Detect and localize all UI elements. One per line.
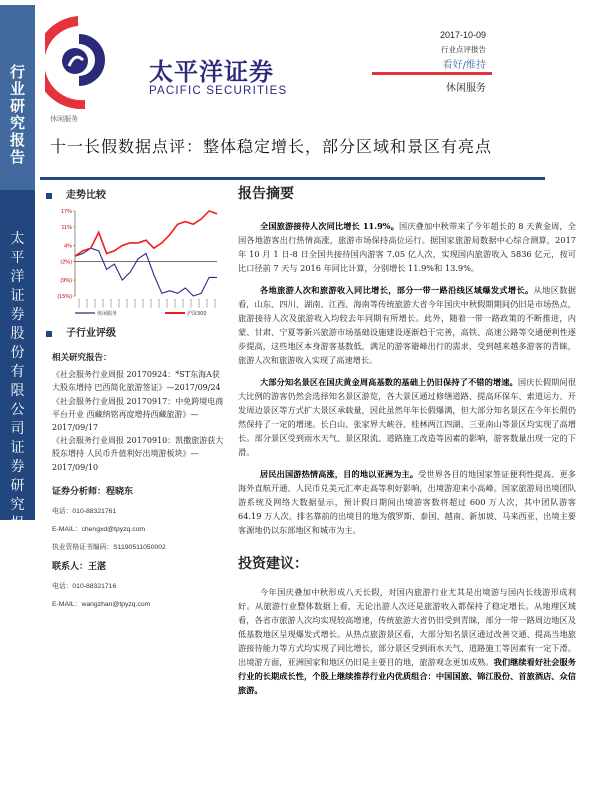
para-text: 从地区数据看，山东、四川、湖南、江西、海南等传统旅游大省今年国庆中秋假期期间仍旧是市场热点，旅游接待人次及旅游收入均较去年同期有所增长。此外，随着一带一路政策的不断推进，内蒙、甘肃、宁夏等新兴旅游市场基础设施建设逐渐趋于完善，高铁、高速公路等交通便利性逐步提高，这些地区本身游客基数低，满足的游客避峰出行的需求，受到越来越多游客的青睐，旅游人次和旅游收入实现了高速增长。 [238, 285, 576, 365]
char: 行 [9, 63, 25, 81]
trend-heading [46, 186, 106, 201]
char: 业 [9, 80, 25, 98]
report-title: 十一长假数据点评：整体稳定增长，部分区域和景区有亮点 [50, 137, 493, 156]
contact-email[interactable]: E-MAIL：wangzhan@tpyzq.com [52, 601, 151, 609]
sidebar-company-label [0, 232, 35, 555]
series-line-hs300 [75, 211, 217, 256]
char: 报 [10, 516, 25, 532]
para-lead: 居民出国游热情高涨，目的地以亚洲为主。 [260, 469, 419, 479]
y-tick-label: (15%) [57, 294, 72, 300]
right-column [238, 185, 576, 785]
y-tick-label: (9%) [60, 278, 72, 285]
char: 份 [10, 345, 25, 361]
rating: 看好/维持 [442, 60, 486, 71]
report-date: 2017-10-09 [439, 30, 486, 40]
logo-mark-icon [45, 14, 145, 109]
logo-en-text: PACIFIC SECURITIES [149, 85, 288, 97]
char: 有 [10, 364, 25, 380]
title-rule [40, 177, 545, 180]
trend-chart [45, 203, 225, 318]
related-report-link[interactable]: 《社会服务行业周报 20170917：中免跨境电商平台开业 西藏纳铭再度增持西藏旅游》—2017/09/17 [52, 396, 224, 433]
analyst-title: 证券分析师：程晓东 [52, 486, 134, 497]
header-divider [372, 72, 492, 75]
char: 券 [10, 307, 25, 323]
y-tick-label: (2%) [60, 259, 72, 266]
summary-para [238, 283, 576, 367]
char: 平 [10, 250, 25, 266]
report-type: 行业点评报告 [441, 45, 486, 54]
contact-phone: 电话：010-88321716 [52, 583, 117, 591]
invest-title: 投资建议： [238, 556, 308, 572]
char: 究 [10, 497, 25, 513]
para-text: 受世界各目的地国家签证便利性提高、更多海外直航开通、人民币兑美元汇率走高等利好影响，出境游迎来小高峰。国家旅游局出境团队游系统及网络大数据显示，预计假日期间出境游客数将超过 600 万人次，其中团队游客 64.19 万人次。排名靠前的出境目的地为俄罗斯、泰国、越南、新加坡、马来西亚，出境主要客源地仍以东部地区和城市为主。 [238, 469, 576, 535]
left-column [52, 352, 227, 610]
legend-label: 休闲服务 [97, 311, 118, 317]
summary-para [238, 375, 576, 459]
para-lead: 各地旅游人次和旅游收入同比增长，部分一带一路沿线区域爆发式增长。 [260, 285, 534, 295]
related-list [52, 368, 227, 474]
y-tick-label: 17% [60, 209, 72, 215]
bullet-square-icon [46, 193, 52, 199]
char: 告 [10, 535, 25, 551]
contact-title: 联系人：王湛 [52, 562, 107, 573]
industry-label: 休闲服务 [446, 83, 486, 94]
related-report-link[interactable]: 《社会服务行业周报 20170910：凯撒旅游获大股东增持 人民币升值利好出境游板块》—2017/09/10 [52, 436, 224, 472]
para-lead: 大部分知名景区在国庆黄金周高基数的基础上仍旧保持了不错的增速。 [260, 377, 518, 387]
para-text: 国庆叠加中秋带来了今年超长的 8 天黄金周，全国各地游客出行热情高涨，旅游市场保持高位运行。据国家旅游局数据中心综合测算，2017 年 10 月 1 日-8 日全国共接待国内游客 7.05 亿人次，实现国内旅游收入 5836 亿元，按可比口径前 7 天与 2016 年同比计算，分别增长 11.9%和 13.9%。 [238, 221, 576, 273]
para-text: 国庆长假期间很大比例的游客仍然会选择知名景区游览，各大景区通过修缮道路、提高环保车、索道运力、开发周边景区等方式扩大景区承载量，因此虽然年年长假爆满，但大部分知名景区在今年长假仍然保持了一定的增速。长白山、张家界大峡谷、桂林两江四湖、三亚南山等景区均实现了高增长。部分景区受到雨水天气、景区限流、道路施工改造等因素的影响，游客数量出现一定的下滑。 [238, 377, 576, 457]
char: 证 [10, 288, 25, 304]
char: 告 [9, 148, 25, 166]
char: 券 [10, 459, 25, 475]
char: 报 [9, 131, 25, 149]
char: 公 [10, 402, 25, 418]
summary-title: 报告摘要 [238, 186, 294, 202]
analyst-cert: 执业资格证书编码：S1190511050002 [52, 544, 166, 552]
char: 限 [10, 383, 25, 399]
summary-para [238, 219, 576, 275]
y-tick-label: 11% [61, 224, 72, 231]
bullet-square-icon [46, 331, 52, 337]
legend-label: 沪深300 [187, 311, 207, 317]
company-logo [45, 14, 288, 104]
analyst-email[interactable]: E-MAIL：chengxd@tpyzq.com [52, 526, 146, 534]
series-line-leisure [75, 248, 217, 296]
char: 洋 [10, 269, 25, 285]
sidebar-report-label [0, 65, 35, 167]
related-report-link[interactable]: 《社会服务行业周报 20170924：*ST东海A获大股东增持 巴西简化旅游签证》—2017/09/24 [52, 370, 221, 393]
summary-para [238, 467, 576, 537]
related-title: 相关研究报告： [52, 353, 112, 363]
invest-para [238, 585, 576, 697]
char: 司 [10, 421, 25, 437]
invest-text: 今年国庆叠加中秋形成八天长假，对国内旅游行业尤其是出境游与国内长线游形成利好。从旅游行业整体数据上看，无论出游人次还是旅游收入都保持了稳定增长。从地理区域看，各省市旅游人次均实现较高增速，传统旅游大省仍旧受到青睐，部分一带一路周边地区及低基数地区呈现爆发式增长。从热点旅游景区看，大部分知名景区通过改善交通、提高当地旅游接待能力等方式均实现了同比增长，部分景区受到雨水天气、道路施工等因素有一定下滑。出境游方面，亚洲国家和地区仍旧是主要目的地，旅游观念更加成熟。 [238, 587, 576, 667]
trend-title: 走势比较 [66, 190, 106, 201]
para-lead: 全国旅游接待人次同比增长 11.9%。 [260, 221, 400, 231]
char: 究 [9, 114, 25, 132]
char: 研 [10, 478, 25, 494]
char: 股 [10, 326, 25, 342]
industry-small-label: 休闲服务 [50, 115, 78, 123]
analyst-phone: 电话：010-88321761 [52, 508, 117, 516]
sub-rating-heading [46, 324, 116, 339]
y-tick-label: 4% [64, 243, 72, 250]
sub-rating-title: 子行业评级 [66, 328, 116, 339]
logo-cn-text: 太平洋证券 [149, 58, 274, 86]
invest-bold: 我们继续看好社会服务行业的长期成长性，个股上继续推荐行业内优质组合：中国国旅、锦江股份、首旅酒店、众信旅游。 [238, 657, 576, 695]
char: 太 [10, 231, 25, 247]
char: 研 [9, 97, 25, 115]
char: 证 [10, 440, 25, 456]
